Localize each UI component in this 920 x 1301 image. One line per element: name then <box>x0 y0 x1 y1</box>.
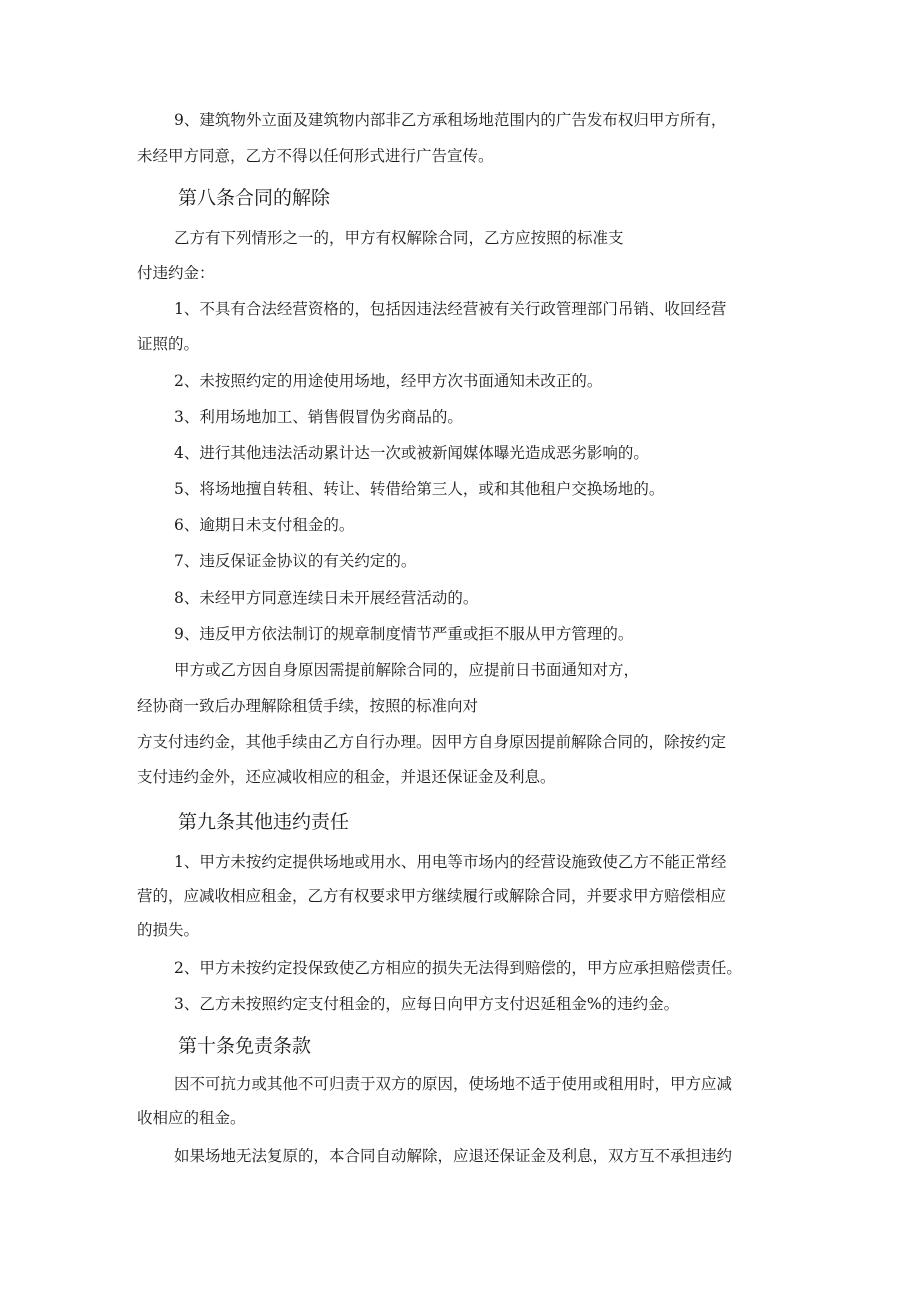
article-9-item-1-line-2: 营的，应减收相应租金，乙方有权要求甲方继续履行或解除合同，并要求甲方赔偿相应 <box>137 887 727 905</box>
article-9-title: 第九条其他违约责任 <box>178 811 350 833</box>
article-8-para-line-2: 经协商一致后办理解除租赁手续，按照的标准向对 <box>137 697 479 715</box>
article-8-item-1-line-1: 1、不具有合法经营资格的，包括因违法经营被有关行政管理部门吊销、收回经营 <box>174 300 727 318</box>
article-10-title: 第十条免责条款 <box>178 1035 312 1057</box>
clause-9-line-2: 未经甲方同意，乙方不得以任何形式进行广告宣传。 <box>137 147 494 165</box>
article-8-intro-line-1: 乙方有下列情形之一的，甲方有权解除合同，乙方应按照的标准支 <box>174 229 624 247</box>
article-8-title: 第八条合同的解除 <box>178 187 331 209</box>
article-10-para-2-line-1: 如果场地无法复原的，本合同自动解除，应退还保证金及利息，双方互不承担违约 <box>174 1147 733 1165</box>
article-10-para-1-line-2: 收相应的租金。 <box>137 1109 246 1127</box>
article-8-item-6: 6、逾期日未支付租金的。 <box>174 516 355 534</box>
article-8-item-7: 7、违反保证金协议的有关约定的。 <box>174 552 417 570</box>
article-9-item-2: 2、甲方未按约定投保致使乙方相应的损失无法得到赔偿的，甲方应承担赔偿责任。 <box>174 959 742 977</box>
article-8-item-9: 9、违反甲方依法制订的规章制度情节严重或拒不服从甲方管理的。 <box>174 625 634 643</box>
article-9-item-1-line-1: 1、甲方未按约定提供场地或用水、用电等市场内的经营设施致使乙方不能正常经 <box>174 853 727 871</box>
article-8-item-5: 5、将场地擅自转租、转让、转借给第三人，或和其他租户交换场地的。 <box>174 480 665 498</box>
article-10-para-1-line-1: 因不可抗力或其他不可归责于双方的原因，使场地不适于使用或租用时，甲方应减 <box>174 1075 733 1093</box>
article-8-item-4: 4、进行其他违法活动累计达一次或被新闻媒体曝光造成恶劣影响的。 <box>174 444 649 462</box>
article-8-item-8: 8、未经甲方同意连续日未开展经营活动的。 <box>174 589 479 607</box>
article-9-item-1-line-3: 的损失。 <box>137 921 200 939</box>
article-8-item-3: 3、利用场地加工、销售假冒伪劣商品的。 <box>174 408 463 426</box>
article-8-intro-line-2: 付违约金： <box>137 264 215 282</box>
article-9-item-3: 3、乙方未按照约定支付租金的，应每日向甲方支付迟延租金%的违约金。 <box>174 995 680 1013</box>
article-8-item-2: 2、未按照约定的用途使用场地，经甲方次书面通知未改正的。 <box>174 372 603 390</box>
article-8-para-line-3: 方支付违约金，其他手续由乙方自行办理。因甲方自身原因提前解除合同的，除按约定 <box>137 733 727 751</box>
article-8-para-line-4: 支付违约金外，还应减收相应的租金，并退还保证金及利息。 <box>137 768 556 786</box>
clause-9-line-1: 9、建筑物外立面及建筑物内部非乙方承租场地范围内的广告发布权归甲方所有， <box>174 111 727 129</box>
article-8-item-1-line-2: 证照的。 <box>137 335 200 353</box>
article-8-para-line-1: 甲方或乙方因自身原因需提前解除合同的，应提前日书面通知对方， <box>174 661 640 679</box>
